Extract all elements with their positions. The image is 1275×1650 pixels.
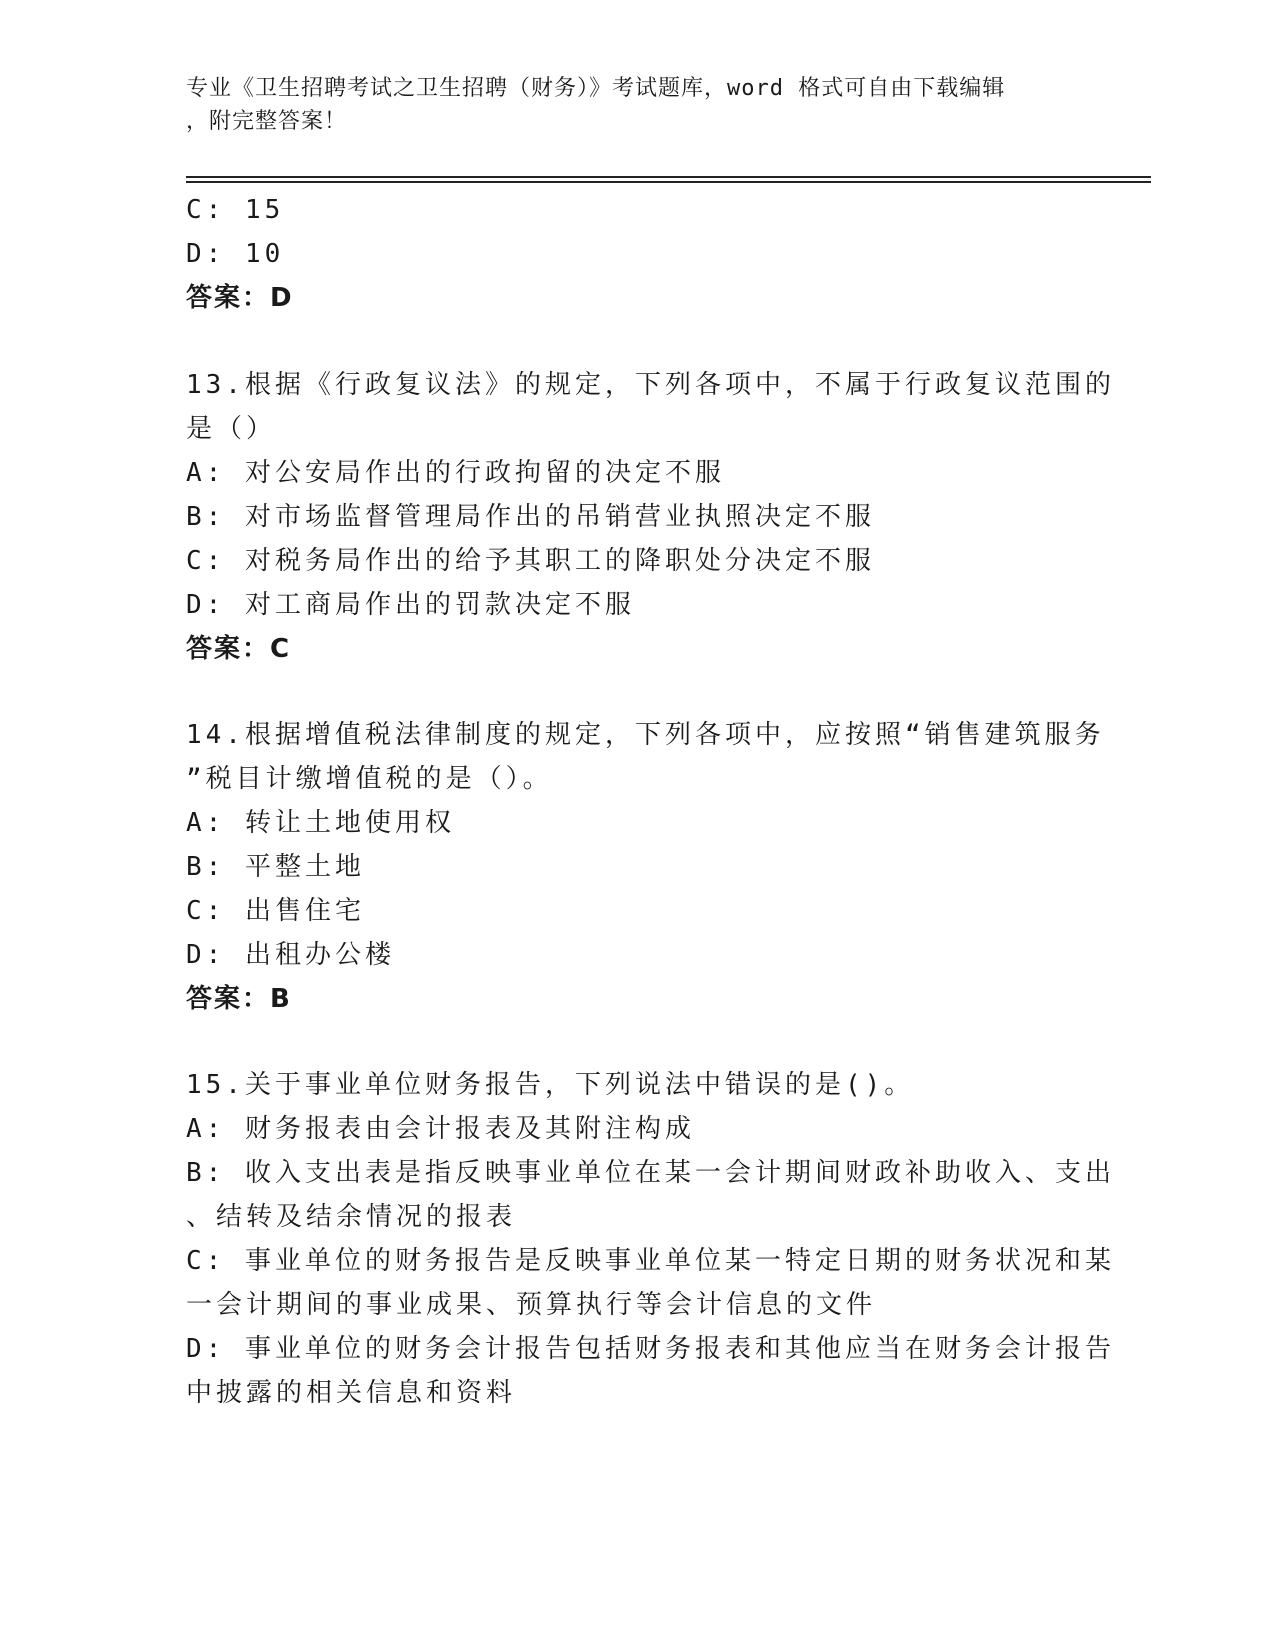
q15-stem: 15.关于事业单位财务报告，下列说法中错误的是()。 <box>186 1070 915 1100</box>
q15-option-c-line-1: C: 事业单位的财务报告是反映事业单位某一特定日期的财务状况和某 <box>186 1246 1115 1276</box>
document-header <box>186 72 1086 138</box>
q15-option-d-line-1: D: 事业单位的财务会计报告包括财务报表和其他应当在财务会计报告 <box>186 1334 1115 1364</box>
q14-option-c: C: 出售住宅 <box>186 896 365 926</box>
header-divider-bottom <box>186 181 1151 183</box>
q14-option-d: D: 出租办公楼 <box>186 940 395 970</box>
prev-option-d: D: 10 <box>186 239 285 269</box>
q15-option-b-line-2: 、结转及结余情况的报表 <box>186 1202 517 1232</box>
q14-option-a: A: 转让土地使用权 <box>186 808 455 838</box>
q13-stem-line-2: 是（） <box>186 414 277 444</box>
q13-option-a: A: 对公安局作出的行政拘留的决定不服 <box>186 458 725 488</box>
q14-stem-line-1: 14.根据增值税法律制度的规定，下列各项中，应按照“销售建筑服务 <box>186 720 1105 750</box>
q14-answer: 答案：B <box>186 984 292 1014</box>
q13-option-c: C: 对税务局作出的给予其职工的降职处分决定不服 <box>186 546 875 576</box>
q13-option-d: D: 对工商局作出的罚款决定不服 <box>186 590 635 620</box>
q15-option-d-line-2: 中披露的相关信息和资料 <box>186 1378 517 1408</box>
header-line-1: 专业《卫生招聘考试之卫生招聘（财务）》考试题库，word 格式可自由下载编辑 <box>186 76 1006 101</box>
q13-stem-line-1: 13.根据《行政复议法》的规定，下列各项中，不属于行政复议范围的 <box>186 370 1115 400</box>
q13-answer: 答案：C <box>186 634 292 664</box>
prev-answer: 答案：D <box>186 283 294 313</box>
q15-option-b-line-1: B: 收入支出表是指反映事业单位在某一会计期间财政补助收入、支出 <box>186 1158 1115 1188</box>
header-line-2: ，附完整答案！ <box>186 109 348 134</box>
q14-stem-line-2: ”税目计缴增值税的是（）。 <box>186 764 553 794</box>
q15-option-a: A: 财务报表由会计报表及其附注构成 <box>186 1114 695 1144</box>
prev-option-c: C: 15 <box>186 195 285 225</box>
q15-option-c-line-2: 一会计期间的事业成果、预算执行等会计信息的文件 <box>186 1290 877 1320</box>
q14-option-b: B: 平整土地 <box>186 852 365 882</box>
header-divider-top <box>186 176 1151 178</box>
q13-option-b: B: 对市场监督管理局作出的吊销营业执照决定不服 <box>186 502 875 532</box>
